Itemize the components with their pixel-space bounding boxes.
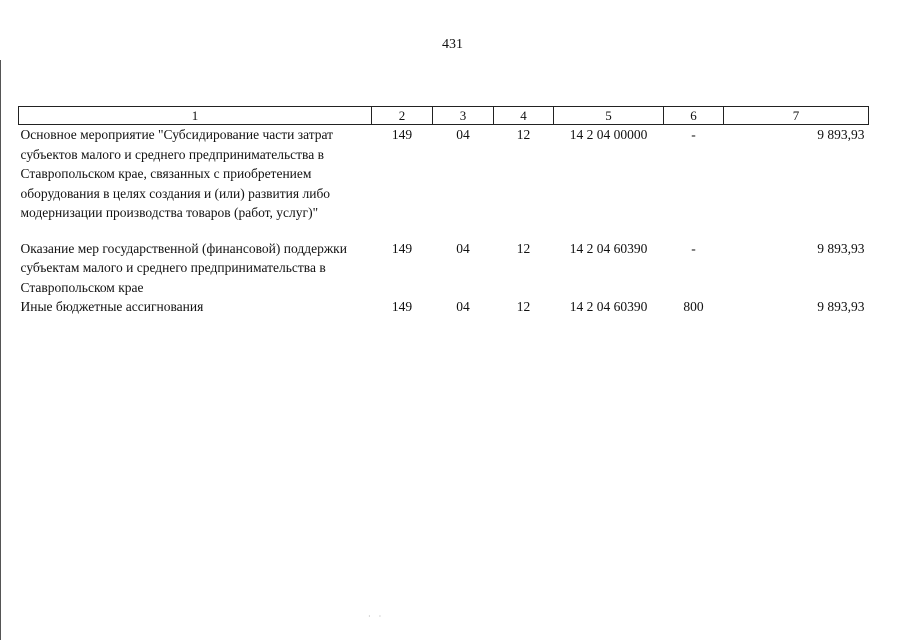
row-section: 04 [456,299,470,314]
table-row [19,239,869,298]
row-subsection: 12 [516,240,531,256]
table-row [19,297,869,317]
page-edge-line [0,60,1,640]
column-header-5: 5 [554,107,664,125]
budget-table [18,106,869,317]
row-target-article: 14 2 04 60390 [569,299,648,314]
row-spacer [19,223,869,239]
page-number: 431 [442,37,463,52]
column-header-4: 4 [494,107,554,125]
column-header-7: 7 [724,107,869,125]
row-expense-type: 800 [683,299,704,314]
row-ministry: 149 [391,299,413,314]
scan-artifact: · · [368,612,385,621]
row-name: Оказание мер государственной (финансовой) поддержки субъектам малого и среднего предпринимательства в Ставропольском крае [20,240,347,295]
column-header-3: 3 [433,107,494,125]
row-amount: 9 893,93 [817,240,865,256]
row-name: Иные бюджетные ассигнования [20,299,204,314]
row-name: Основное мероприятие "Субсидирование части затрат субъектов малого и среднего предпринимательства в Ставропольском крае, связанных с приобретением оборудования в целях создания и (или) развития либо модернизации производства товаров (работ, услуг)" [20,127,334,220]
row-expense-type: - [691,240,696,256]
row-section: 04 [456,240,470,256]
column-header-2: 2 [372,107,433,125]
row-ministry: 149 [391,127,413,142]
row-section: 04 [456,127,470,142]
row-subsection: 12 [516,299,531,314]
table-row [19,125,869,223]
row-ministry: 149 [391,240,413,256]
row-amount: 9 893,93 [817,299,865,314]
row-subsection: 12 [516,127,531,142]
column-header-6: 6 [664,107,724,125]
row-amount: 9 893,93 [817,127,865,142]
column-header-row [19,107,869,125]
row-target-article: 14 2 04 00000 [569,127,648,142]
row-target-article: 14 2 04 60390 [569,240,648,256]
row-expense-type: - [691,127,696,142]
column-header-1: 1 [19,107,372,125]
